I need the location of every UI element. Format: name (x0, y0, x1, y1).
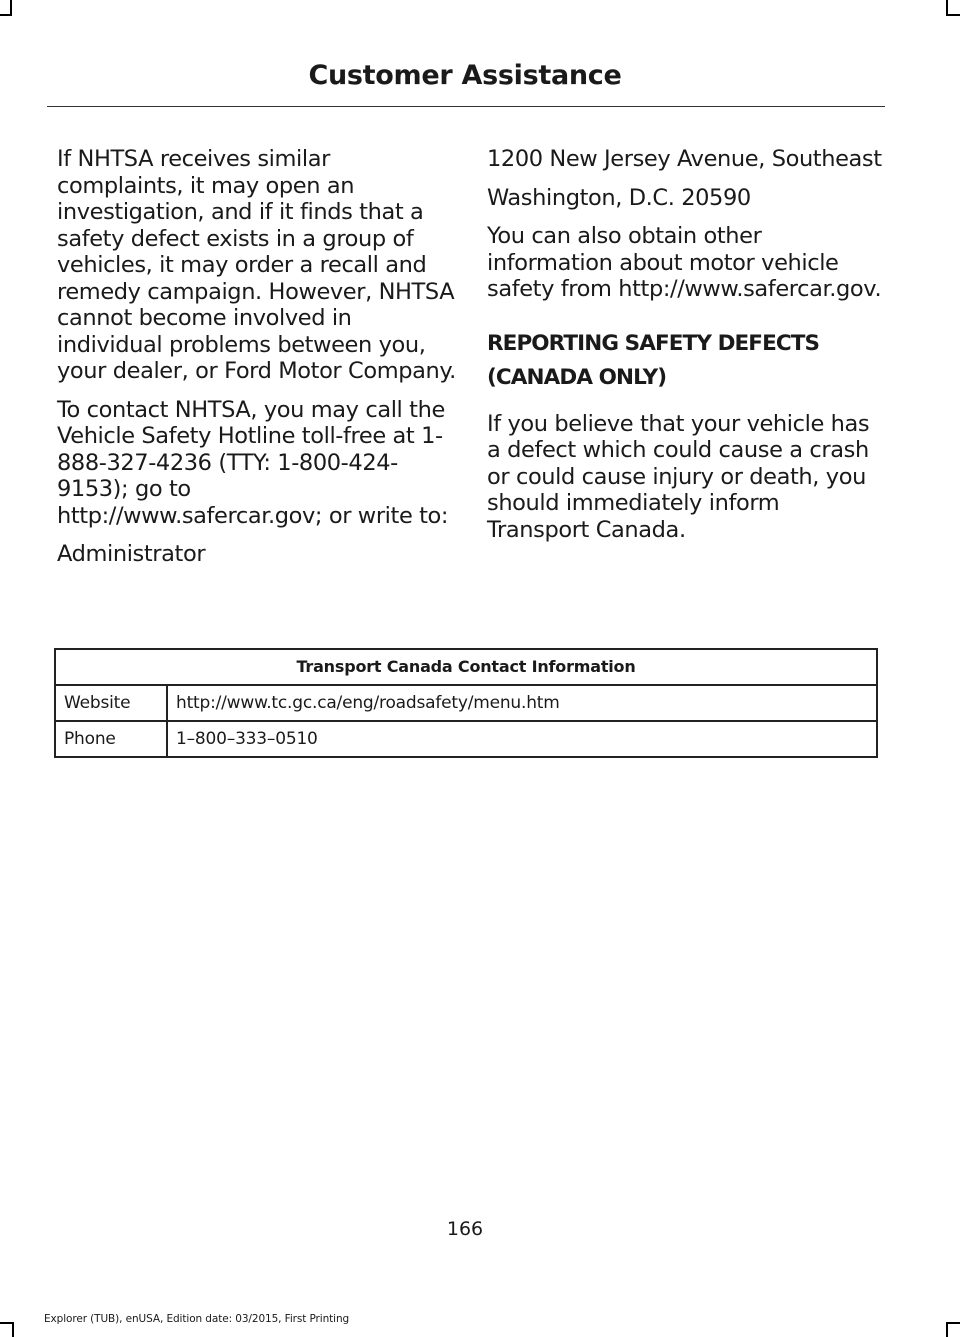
table-title: Transport Canada Contact Information (55, 649, 877, 685)
address-street: 1200 New Jersey Avenue, Southeast (487, 146, 882, 172)
crop-mark (0, 14, 12, 16)
phone-value: 1–800–333–0510 (167, 721, 877, 757)
section-heading: REPORTING SAFETY DEFECTS (487, 330, 820, 356)
table-header-row (55, 649, 877, 685)
paragraph-administrator: Administrator (57, 541, 206, 567)
paragraph-report-defect: If you believe that your vehicle has a defect which could cause a crash or could cause injury or death, you should immediately inform Transport Canada. (487, 410, 870, 543)
right-column (487, 146, 887, 555)
address-city: Washington, D.C. 20590 (487, 184, 751, 211)
left-column (57, 146, 457, 580)
paragraph-contact-nhtsa: To contact NHTSA, you may call the Vehicle Safety Hotline toll-free at 1-888-327-4236 (TTY: 1-800-424-9153); go to http://www.safercar.gov; or write to: (57, 396, 449, 529)
crop-mark (946, 1322, 948, 1337)
title-divider (47, 106, 885, 107)
footer-text: Explorer (TUB), enUSA, Edition date: 03/2015, First Printing (44, 1313, 350, 1325)
page-number: 166 (446, 1218, 484, 1240)
crop-mark (946, 14, 960, 16)
crop-mark (946, 0, 948, 14)
contact-table (54, 648, 878, 758)
section-heading-sub: (CANADA ONLY) (487, 364, 667, 390)
crop-mark (12, 1322, 14, 1337)
table-row (55, 721, 877, 757)
paragraph-nhtsa-investigation: If NHTSA receives similar complaints, it may open an investigation, and if it finds that a safety defect exists in a group of vehicles, it may order a recall and remedy campaign. However, NHTSA cannot become involved in individual problems between you, your dealer, or Ford Motor Company. (57, 146, 456, 384)
row-label: Phone (55, 721, 167, 757)
website-value: http://www.tc.gc.ca/eng/roadsafety/menu.htm (167, 685, 877, 721)
crop-mark (946, 1322, 960, 1324)
paragraph-other-info: You can also obtain other information about motor vehicle safety from http://www.safercar.gov. (487, 223, 882, 302)
table-row (55, 685, 877, 721)
crop-mark (10, 0, 12, 14)
row-label: Website (55, 685, 167, 721)
page-title: Customer Assistance (308, 60, 622, 91)
